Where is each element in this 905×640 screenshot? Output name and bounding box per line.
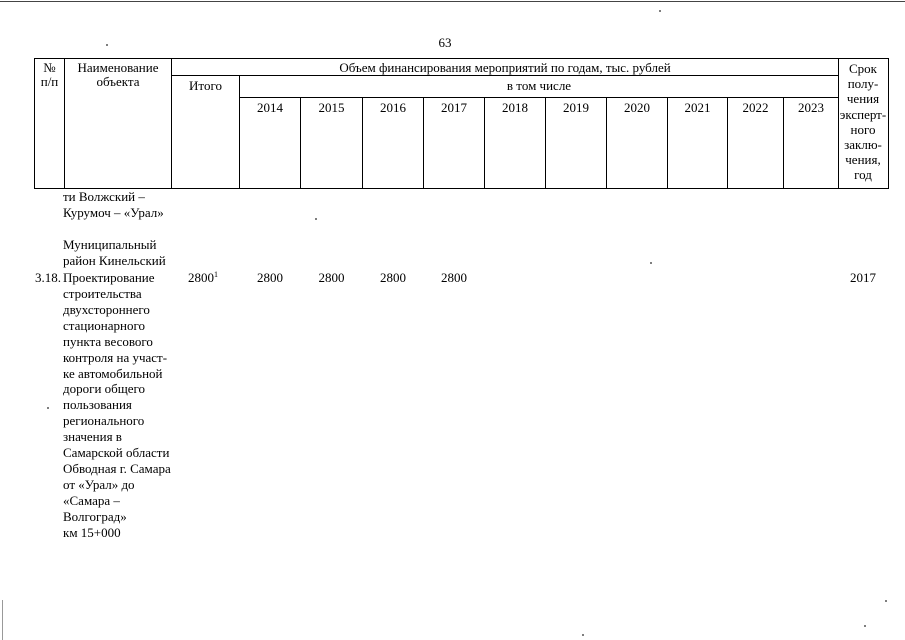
year-2022: 2022 [742, 100, 769, 115]
header-including: в том числе [506, 78, 572, 93]
row-total-footnote: 1 [214, 270, 218, 279]
year-2014: 2014 [257, 100, 283, 115]
scan-speck [864, 625, 866, 627]
row-value-2014: 2800 [257, 270, 283, 285]
scan-speck [885, 600, 887, 602]
year-2023: 2023 [798, 100, 824, 115]
header-name: Наименование [77, 60, 159, 75]
scan-speck [650, 262, 652, 264]
scan-edge-mark [2, 600, 3, 640]
row-value-2015: 2800 [318, 270, 345, 285]
scan-speck [47, 407, 49, 409]
header-total: Итого [189, 78, 222, 93]
scan-speck [659, 10, 661, 12]
row-value-2016: 2800 [380, 270, 406, 285]
page-number: 63 [438, 35, 452, 50]
year-2017: 2017 [441, 100, 467, 115]
scan-speck [106, 44, 108, 46]
row-district: Муниципальный район Кинельский [63, 237, 166, 268]
year-2016: 2016 [380, 100, 406, 115]
continuation-text: ти Волжский – Курумоч – «Урал» [63, 189, 164, 220]
header-volume: Объем финансирования мероприятий по годам, тыс. рублей [339, 60, 671, 75]
year-2018: 2018 [502, 100, 528, 115]
header-term: Срок полу- чения эксперт- ного заклю- чения, год [839, 61, 887, 183]
row-total-value: 2800 [188, 270, 214, 285]
table-top-rule [34, 58, 889, 59]
row-name-rest: строительства двухстороннего стационарного пункта весового контроля на участ- ке автомобильной дороги общего пользования регионального значения в Самарской области Обводная г. Самара от «Урал» до «Самара – Волгоград» км 15+000 [63, 286, 171, 540]
including-rule [239, 97, 839, 98]
volume-rule [171, 75, 839, 76]
row-value-2017: 2800 [441, 270, 467, 285]
row-total [188, 270, 218, 285]
row-name-first: Проектирование [63, 270, 155, 285]
year-2015: 2015 [318, 100, 345, 115]
scan-speck [315, 218, 317, 220]
header-no: № [43, 60, 56, 75]
scan-speck [582, 634, 584, 636]
year-2021: 2021 [684, 100, 711, 115]
header-name-sub: объекта [96, 74, 140, 89]
year-2020: 2020 [624, 100, 650, 115]
year-2019: 2019 [563, 100, 589, 115]
scan-top-border [0, 1, 905, 2]
row-term-year: 2017 [850, 270, 876, 285]
header-no-sub: п/п [40, 74, 59, 89]
row-number: 3.18. [35, 270, 61, 285]
